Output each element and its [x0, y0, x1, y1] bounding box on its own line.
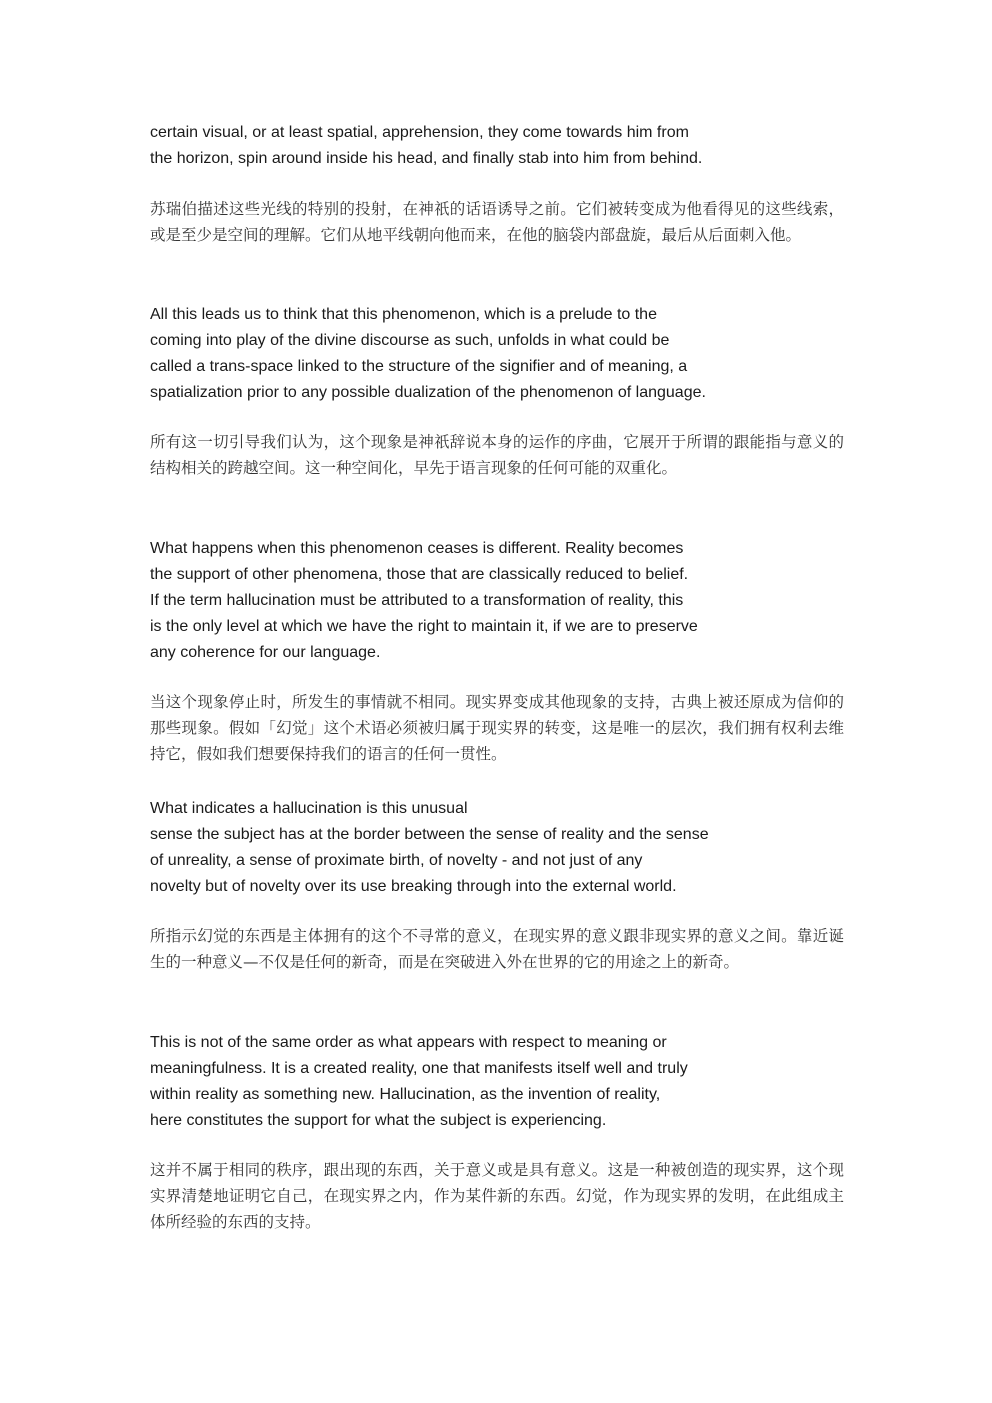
text-line: This is not of the same order as what appears with respect to meaning or: [150, 1034, 667, 1051]
text-line: within reality as something new. Hallucination, as the invention of reality,: [150, 1086, 661, 1103]
text-line: is the only level at which we have the right to maintain it, if we are to preserve: [150, 618, 698, 635]
text-line: All this leads us to think that this phenomenon, which is a prelude to the: [150, 306, 657, 323]
chinese-paragraph-3: 当这个现象停止时，所发生的事情就不相同。现实界变成其他现象的支持，古典上被还原成为信仰的那些现象。假如「幻觉」这个术语必须被归属于现实界的转变，这是唯一的层次，我们拥有权利去维持它，假如我们想要保持我们的语言的任何一贯性。: [150, 693, 844, 763]
english-paragraph-3: [150, 536, 790, 666]
text-line: here constitutes the support for what the subject is experiencing.: [150, 1112, 607, 1129]
english-paragraph-5: [150, 1030, 790, 1134]
text-line: sense the subject has at the border between the sense of reality and the sense: [150, 826, 709, 843]
chinese-paragraph-5: 这并不属于相同的秩序，跟出现的东西，关于意义或是具有意义。这是一种被创造的现实界，这个现实界清楚地证明它自己，在现实界之内，作为某件新的东西。幻觉，作为现实界的发明，在此组成主体所经验的东西的支持。: [150, 1161, 844, 1231]
english-paragraph-1: [150, 120, 790, 172]
text-line: What indicates a hallucination is this unusual: [150, 800, 468, 817]
text-line: coming into play of the divine discourse as such, unfolds in what could be: [150, 332, 670, 349]
chinese-paragraph-2: 所有这一切引导我们认为，这个现象是神祇辞说本身的运作的序曲，它展开于所谓的跟能指与意义的结构相关的跨越空间。这一种空间化，早先于语言现象的任何可能的双重化。: [150, 433, 844, 477]
text-line: the horizon, spin around inside his head, and finally stab into him from behind.: [150, 150, 703, 167]
text-line: any coherence for our language.: [150, 644, 381, 661]
english-paragraph-2: [150, 302, 790, 406]
chinese-paragraph-1: 苏瑞伯描述这些光线的特别的投射，在神祇的话语诱导之前。它们被转变成为他看得见的这些线索，或是至少是空间的理解。它们从地平线朝向他而来，在他的脑袋内部盘旋，最后从后面刺入他。: [150, 200, 844, 244]
english-paragraph-4: [150, 796, 790, 900]
text-line: If the term hallucination must be attributed to a transformation of reality, this: [150, 592, 684, 609]
text-line: What happens when this phenomenon ceases is different. Reality becomes: [150, 540, 684, 557]
chinese-paragraph-4: 所指示幻觉的东西是主体拥有的这个不寻常的意义，在现实界的意义跟非现实界的意义之间。靠近诞生的一种意义—不仅是任何的新奇，而是在突破进入外在世界的它的用途之上的新奇。: [150, 927, 844, 971]
text-line: of unreality, a sense of proximate birth, of novelty - and not just of any: [150, 852, 643, 869]
text-line: called a trans-space linked to the structure of the signifier and of meaning, a: [150, 358, 688, 375]
text-line: certain visual, or at least spatial, apprehension, they come towards him from: [150, 124, 689, 141]
text-line: the support of other phenomena, those that are classically reduced to belief.: [150, 566, 689, 583]
text-line: novelty but of novelty over its use breaking through into the external world.: [150, 878, 677, 895]
text-line: spatialization prior to any possible dualization of the phenomenon of language.: [150, 384, 706, 401]
text-line: meaningfulness. It is a created reality, one that manifests itself well and truly: [150, 1060, 688, 1077]
